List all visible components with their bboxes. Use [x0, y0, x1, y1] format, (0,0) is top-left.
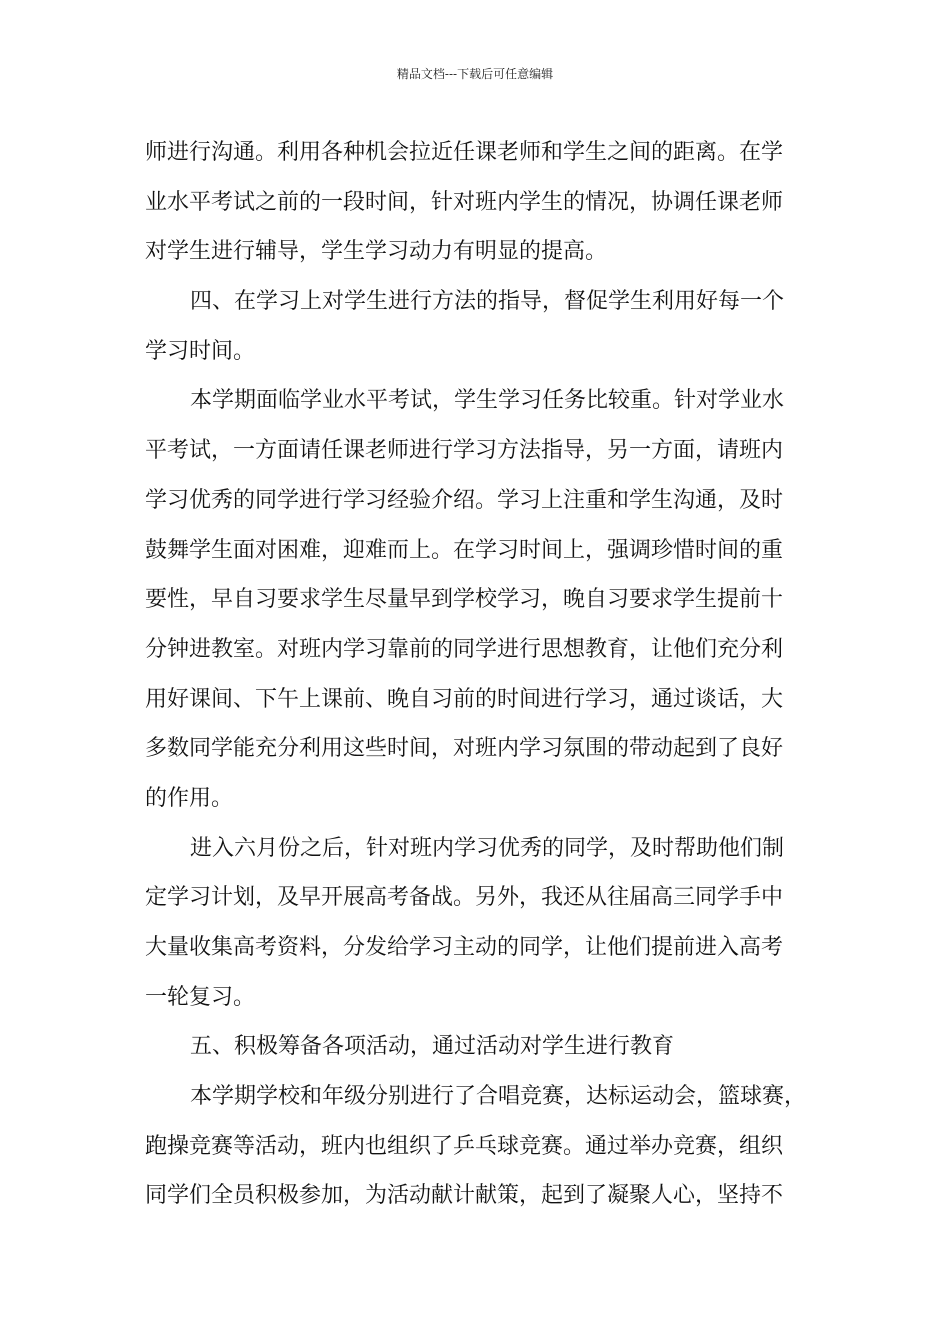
text-line: 业水平考试之前的一段时间，针对班内学生的情况，协调任课老师	[145, 189, 784, 215]
section-heading-five: 五、积极筹备各项活动，通过活动对学生进行教育	[190, 1034, 675, 1060]
text-line: 师进行沟通。利用各种机会拉近任课老师和学生之间的距离。在学	[145, 140, 784, 165]
text-line: 定学习计划，及早开展高考备战。另外，我还从往届高三同学手中	[145, 885, 784, 911]
text-line: 进入六月份之后，针对班内学习优秀的同学，及时帮助他们制	[190, 835, 785, 861]
text-line: 鼓舞学生面对困难，迎难而上。在学习时间上，强调珍惜时间的重	[145, 537, 784, 563]
text-line: 跑操竞赛等活动，班内也组织了乒乓球竞赛。通过举办竞赛，组织	[145, 1133, 784, 1159]
text-line: 平考试，一方面请任课老师进行学习方法指导，另一方面，请班内	[145, 438, 784, 464]
text-line: 本学期学校和年级分别进行了合唱竞赛，达标运动会，篮球赛，	[190, 1084, 807, 1110]
text-line: 对学生进行辅导，学生学习动力有明显的提高。	[145, 239, 608, 265]
text-line: 要性，早自习要求学生尽量早到学校学习，晚自习要求学生提前十	[145, 587, 784, 613]
text-line: 同学们全员积极参加，为活动献计献策，起到了凝聚人心，坚持不	[145, 1183, 784, 1209]
text-line: 分钟进教室。对班内学习靠前的同学进行思想教育，让他们充分利	[145, 636, 784, 662]
text-line: 用好课间、下午上课前、晚自习前的时间进行学习，通过谈话，大	[145, 686, 784, 712]
text-line: 大量收集高考资料，分发给学习主动的同学，让他们提前进入高考	[145, 935, 784, 960]
text-line: 学习优秀的同学进行学习经验介绍。学习上注重和学生沟通，及时	[145, 487, 784, 513]
page-header: 精品文档---下载后可任意编辑	[396, 67, 554, 81]
text-line: 本学期面临学业水平考试，学生学习任务比较重。针对学业水	[190, 388, 785, 414]
document-body	[145, 128, 810, 1221]
text-line: 一轮复习。	[145, 984, 256, 1010]
text-line: 学习时间。	[145, 338, 256, 364]
text-line: 的作用。	[145, 785, 234, 811]
section-heading-four: 四、在学习上对学生进行方法的指导，督促学生利用好每一个	[190, 289, 785, 315]
text-line: 多数同学能充分利用这些时间，对班内学习氛围的带动起到了良好	[145, 736, 784, 762]
